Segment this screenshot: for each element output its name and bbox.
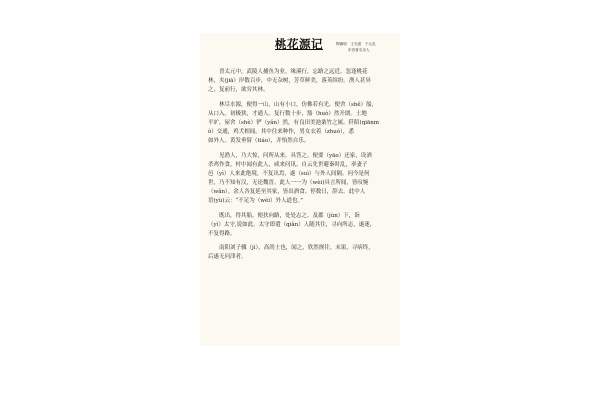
- text-line: 杀鸡作食。村中闻有此人，咸来问讯。自云先世避秦时乱，率妻子: [208, 161, 368, 168]
- document-page: [200, 33, 400, 346]
- text-line: 从口入。初极狭，才通人。复行数十步，豁（huò）然开朗。土地: [208, 110, 367, 117]
- text-line: 世，乃不知有汉，无论魏晋。此人一一为（wèi)具言所闻，皆叹惋: [208, 179, 369, 186]
- text-line: 林尽水源，便得一山，山有小口，仿佛若有光。便舍（shě）船，: [208, 101, 378, 108]
- text-line: （wǎn）。余人各复延至其家，皆出酒食。停数日，辞去。此中人: [208, 189, 366, 196]
- paragraph-5: [208, 244, 396, 262]
- paragraph-2: [208, 101, 396, 147]
- byline-line-2: 东晋著名诗人: [348, 48, 370, 52]
- author-byline: [336, 41, 376, 53]
- text-line: 后遂无问津者。: [208, 254, 247, 261]
- text-line: 语(yù)云：“不足为（wéi）外人道也。”: [208, 198, 304, 205]
- text-line: ò）交通，鸡犬相闻。其中往来种作，男女衣着（zhuó），悉: [208, 129, 354, 136]
- text-line: 不复得路。: [208, 230, 236, 237]
- byline-line-1: 陶渊明 王光谱 于元兆: [336, 42, 376, 46]
- text-line: 如外人。黄发垂髫（tiáo），并怡然自乐。: [208, 138, 310, 145]
- document-title: 桃花源记: [275, 37, 323, 51]
- document-body: [208, 68, 396, 262]
- text-line: 邑（yì）人来此绝境，不复出焉，遂（suì）与外人间隔。问今是何: [208, 170, 370, 177]
- paragraph-3: [208, 152, 396, 207]
- paragraph-1: [208, 68, 396, 95]
- text-line: 晋太元中，武陵人捕鱼为业。缘溪行，忘路之远近。忽逢桃花: [208, 69, 368, 75]
- text-line: 既出，得其船，便扶向路，处处志之。及郡（jùn）下，诣: [208, 212, 360, 219]
- text-line: 见渔人，乃大惊，问所从来。具答之。便要（yāo）还家，设酒: [208, 152, 372, 159]
- text-line: （yì）太守,说如此。太守即遣（qiǎn）人随其往，寻向所志，遂迷，: [208, 221, 376, 228]
- paragraph-4: [208, 212, 396, 239]
- text-line: 平旷，屋舍（shè）俨（yǎn）然，有良田美池桑竹之属。阡陌(qiānm: [208, 119, 380, 126]
- text-line: 林，夹(jiā）岸数百步，中无杂树，芳草鲜美，落英缤纷。渔人甚异: [208, 78, 371, 85]
- text-line: 之，复前行，欲穷其林。: [208, 87, 269, 94]
- text-line: 南阳刘子骥（jì），高尚士也，闻之，欣然规往。未果，寻病终，: [208, 245, 374, 252]
